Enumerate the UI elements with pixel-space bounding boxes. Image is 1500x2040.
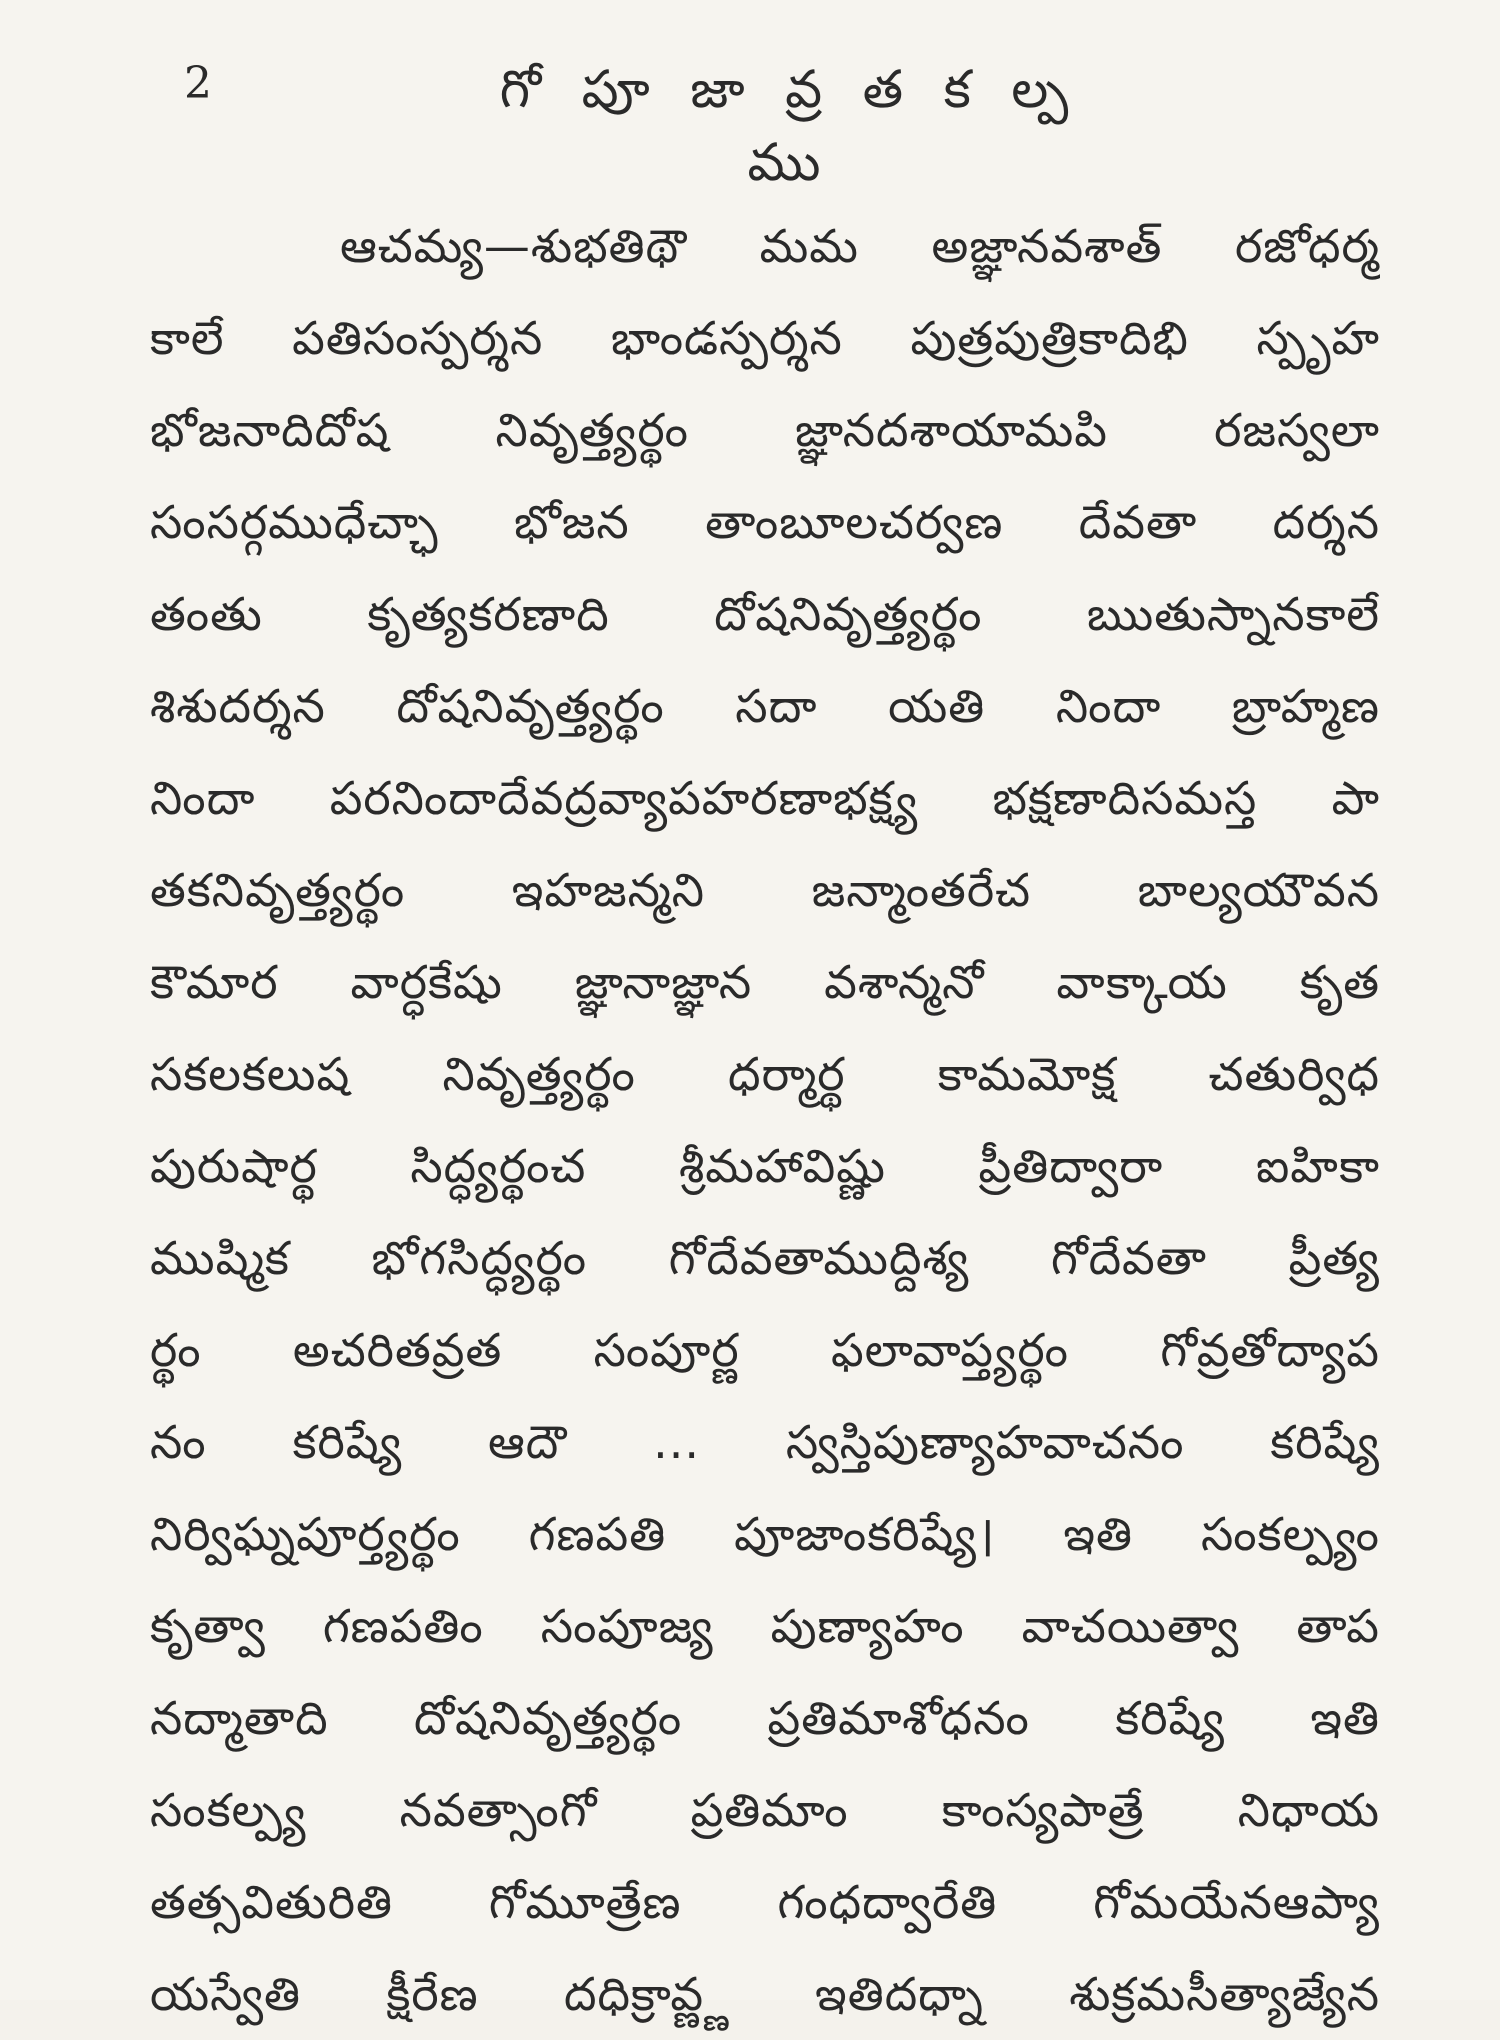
text-line-12: ముష్మిక భోగసిద్ధ్యర్థం గోదేవతాముద్దిశ్య గోదేవతా ప్రీత్య (150, 1231, 1380, 1285)
page-number: 2 (184, 58, 212, 109)
text-line-16: కృత్వా గణపతిం సంపూజ్య పుణ్యాహం వాచయిత్వా తాప (150, 1599, 1380, 1653)
running-title: గో పూ జా వ్ర త క ల్ప ము (499, 60, 1081, 193)
text-line-3: భోజనాదిదోష నివృత్త్యర్థం జ్ఞానదశాయామపి రజస్వలా (150, 403, 1380, 457)
text-line-20: యస్వేతి క్షీరేణ దధిక్రావ్ణ్ణ ఇతిదధ్నా శుక్రమసీత్యాజ్యేన (150, 1967, 1380, 2021)
text-line-6: శిశుదర్శన దోషనివృత్త్యర్థం సదా యతి నిందా బ్రాహ్మణ (150, 679, 1380, 733)
text-line-5: తంతు కృత్యకరణాది దోషనివృత్త్యర్థం ఋతుస్నానకాలే (150, 587, 1380, 641)
text-line-8: తకనివృత్త్యర్థం ఇహజన్మని జన్మాంతరేచ బాల్యయౌవన (150, 863, 1380, 917)
text-line-4: సంసర్గముధేచ్ఛా భోజన తాంబూలచర్వణ దేవతా దర్శన (150, 495, 1380, 549)
text-line-9: కౌమార వార్ధకేషు జ్ఞానాజ్ఞాన వశాన్మనో వాక్కాయ కృత (150, 955, 1380, 1009)
text-line-17: నద్మాతాది దోషనివృత్త్యర్థం ప్రతిమాశోధనం కరిష్యే ఇతి (150, 1691, 1380, 1745)
text-line-18: సంకల్ప్య నవత్సాంగో ప్రతిమాం కాంస్యపాత్రే నిధాయ (150, 1783, 1380, 1837)
body-text (150, 200, 1380, 2040)
text-line-14: నం కరిష్యే ఆదౌ ... స్వస్తిపుణ్యాహవాచనం కరిష్యే (150, 1415, 1380, 1469)
text-line-10: సకలకలుష నివృత్త్యర్థం ధర్మార్థ కామమోక్ష చతుర్విధ (150, 1047, 1380, 1101)
text-line-2: కాలే పతిసంస్పర్శన భాండస్పర్శన పుత్రపుత్రికాదిభి స్పృహ (150, 311, 1380, 365)
text-line-11: పురుషార్థ సిద్ధ్యర్థంచ శ్రీమహావిష్ణు ప్రీతిద్వారా ఐహికా (150, 1139, 1380, 1193)
text-line-13: ర్థం అచరితవ్రత సంపూర్ణ ఫలావాప్త్యర్థం గోవ్రతోద్యాప (150, 1323, 1380, 1377)
text-line-19: తత్సవితురితి గోమూత్రేణ గంధద్వారేతి గోమయేనఆప్యా (150, 1875, 1380, 1929)
text-line-7: నిందా పరనిందాదేవద్రవ్యాపహరణాభక్ష్య భక్షణాదిసమస్త పా (150, 771, 1380, 825)
text-line-15: నిర్విఘ్నపూర్త్యర్థం గణపతి పూజాంకరిష్యే। ఇతి సంకల్ప్యం (150, 1507, 1380, 1561)
text-line-1: ఆచమ్య—శుభతిథౌ మమ అజ్ఞానవశాత్ రజోధర్మ (340, 219, 1380, 273)
